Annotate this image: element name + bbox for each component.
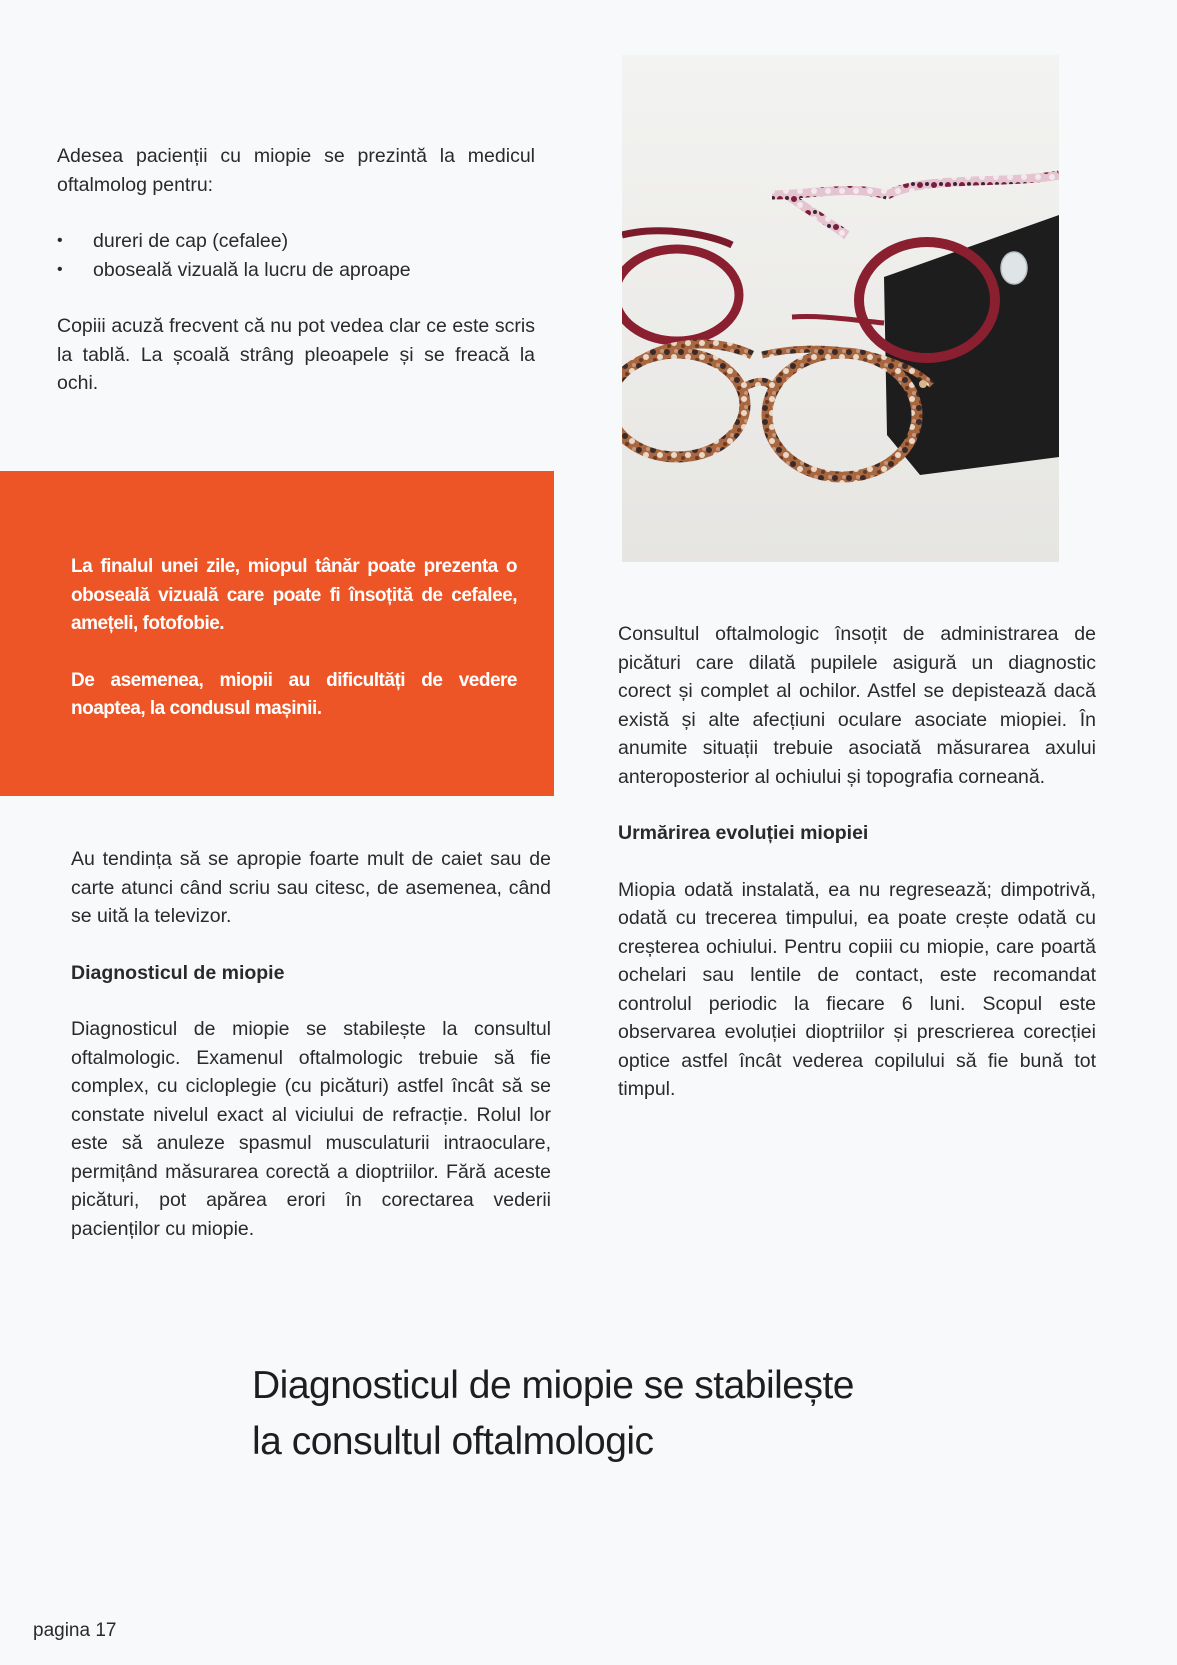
intro-lead: Adesea pacienții cu miopie se prezintă la medicul oftalmolog pentru: — [57, 145, 535, 196]
intro-section — [57, 142, 535, 398]
symptom-list — [57, 227, 535, 284]
glasses-photo — [622, 55, 1059, 562]
right-column — [618, 620, 1096, 1104]
page-number: pagina 17 — [33, 1620, 117, 1641]
pull-quote — [252, 1358, 1012, 1470]
consult-paragraph: Consultul oftalmologic însoțit de administrarea de picături care dilată pupilele asigură un diagnostic corect și complet al ochilor. Astfel se depistează dacă există și alte afecțiuni oculare asociate miopiei. În anumite situații trebuie asociată măsurarea axului anteroposterior al ochiului și topografia corneană. — [618, 623, 1096, 788]
section-heading-diagnostic: Diagnosticul de miopie — [71, 961, 285, 984]
list-item: • dureri de cap (cefalee) — [57, 227, 535, 256]
pull-quote-line-2: la consultul oftalmologic — [252, 1420, 654, 1463]
evolution-paragraph: Miopia odată instalată, ea nu regresează; dimpotrivă, odată cu trecerea timpului, ea poate crește odată cu creșterea ochiului. Pentru copiii cu miopie, care poartă ochelari sau lentile de contact, este recomandat controlul periodic la fiecare 6 luni. Scopul este observarea evoluției dioptriilor și prescrierea corecției optice astfel încât vederea copilului să fie bună tot timpul. — [618, 878, 1096, 1100]
section-heading-evolution: Urmărirea evoluției miopiei — [618, 822, 869, 844]
children-paragraph: Copiii acuză frecvent că nu pot vedea clar ce este scris la tablă. La școală strâng pleoapele și se freacă la ochi. — [57, 315, 535, 394]
highlight-paragraph-1: La finalul unei zile, miopul tânăr poate prezenta o oboseală vizuală care poate fi însoțită de cefalee, amețeli, fotofobie. — [71, 556, 517, 634]
pull-quote-line-1: Diagnosticul de miopie se stabilește — [252, 1364, 855, 1407]
glasses-illustration — [622, 55, 1059, 562]
list-item: • oboseală vizuală la lucru de aproape — [57, 256, 535, 285]
diagnostic-paragraph: Diagnosticul de miopie se stabilește la consultul oftalmologic. Examenul oftalmologic trebuie să fie complex, cu cicloplegie (cu picături) astfel încât să se constate nivelul exact al viciului de refracție. Rolul lor este să anuleze spasmul musculaturii intraoculare, permițând măsurarea corectă a dioptriilor. Fără aceste picături, pot apărea erori în corectarea vederii pacienților cu miopie. — [71, 1018, 551, 1240]
highlight-paragraph-2: De asemenea, miopii au dificultăți de vedere noaptea, la condusul mașinii. — [71, 669, 517, 719]
left-column-lower — [71, 845, 551, 1243]
page-footer — [33, 1620, 116, 1642]
habits-paragraph: Au tendința să se apropie foarte mult de caiet sau de carte atunci când scriu sau citesc, de asemenea, când se uită la televizor. — [71, 848, 551, 927]
highlight-box — [0, 471, 554, 796]
